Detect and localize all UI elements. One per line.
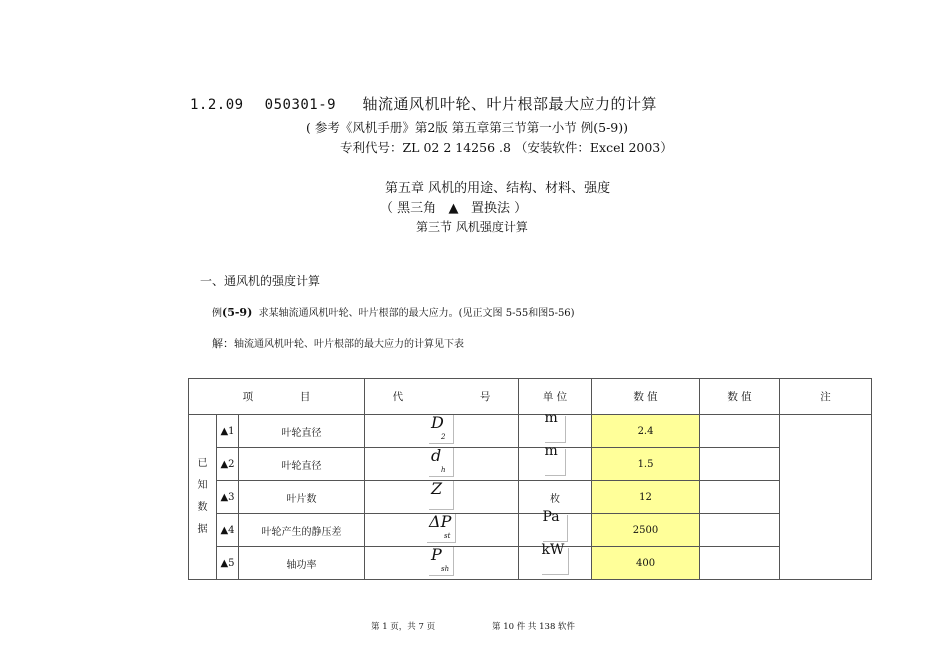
table-header-row	[189, 379, 872, 415]
row-unit: m	[519, 448, 592, 481]
row-value-2[interactable]	[700, 448, 780, 481]
example-line	[212, 304, 575, 319]
black-triangle-icon: ▲	[448, 201, 459, 216]
software-counter: 第 10 件 共 138 软件	[492, 622, 576, 632]
row-value[interactable]: 400	[592, 547, 700, 580]
doc-title-text: 轴流通风机叶轮、叶片根部最大应力的计算	[362, 95, 657, 113]
document-title	[190, 93, 657, 114]
row-mark: ▲1	[217, 415, 239, 448]
table-row	[189, 415, 872, 448]
solution-label: 解：	[212, 337, 234, 350]
doc-number: 1.2.09	[190, 97, 244, 113]
patent-line: 专利代号：ZL 02 2 14256 .8 （安装软件：Excel 2003）	[340, 140, 673, 155]
row-symbol: D 2	[365, 415, 519, 448]
row-value-2[interactable]	[700, 514, 780, 547]
heading-strength: 一、通风机的强度计算	[200, 274, 321, 288]
method-line	[380, 197, 527, 216]
chapter-title: 第五章 风机的用途、结构、材料、强度	[385, 181, 611, 196]
table-row	[189, 514, 872, 547]
row-name: 叶轮直径	[239, 415, 365, 448]
row-unit: kW	[519, 547, 592, 580]
page-counter: 第 1 页，共 7 页	[371, 622, 436, 632]
row-value[interactable]: 2.4	[592, 415, 700, 448]
row-value[interactable]: 2500	[592, 514, 700, 547]
row-value[interactable]: 12	[592, 481, 700, 514]
header-value-2: 数 值	[700, 379, 780, 415]
table-row	[189, 481, 872, 514]
method-close: 置换法 ）	[470, 201, 528, 216]
header-unit: 单 位	[519, 379, 592, 415]
header-item: 项 目	[189, 379, 365, 415]
known-data-label: 已 知 数 据	[189, 415, 217, 580]
solution-text: 轴流通风机叶轮、叶片根部的最大应力的计算见下表	[234, 339, 464, 350]
note-cell[interactable]	[780, 415, 872, 580]
row-name: 叶轮产生的静压差	[239, 514, 365, 547]
row-value-2[interactable]	[700, 415, 780, 448]
row-unit: Pa	[519, 514, 592, 547]
row-symbol: Z	[365, 481, 519, 514]
example-number: (5-9)	[222, 306, 253, 319]
row-symbol: ΔP st	[365, 514, 519, 547]
row-value-2[interactable]	[700, 547, 780, 580]
calculation-table	[188, 378, 872, 580]
header-code: 代 号	[365, 379, 519, 415]
row-unit: 枚	[519, 481, 592, 514]
row-name: 轴功率	[239, 547, 365, 580]
row-mark: ▲3	[217, 481, 239, 514]
row-mark: ▲2	[217, 448, 239, 481]
row-value[interactable]: 1.5	[592, 448, 700, 481]
row-value-2[interactable]	[700, 481, 780, 514]
section-title: 第三节 风机强度计算	[416, 220, 528, 234]
row-mark: ▲5	[217, 547, 239, 580]
example-text: 求某轴流通风机叶轮、叶片根部的最大应力。(见正文图 5-55和图5-56)	[258, 308, 575, 319]
row-name: 叶片数	[239, 481, 365, 514]
method-open: （ 黑三角	[380, 201, 437, 216]
row-symbol: d h	[365, 448, 519, 481]
row-unit: m	[519, 415, 592, 448]
doc-code: 050301-9	[264, 97, 337, 113]
row-name: 叶轮直径	[239, 448, 365, 481]
row-mark: ▲4	[217, 514, 239, 547]
reference-line: ( 参考《风机手册》第2版 第五章第三节第一小节 例(5-9))	[306, 120, 629, 135]
row-symbol: P sh	[365, 547, 519, 580]
header-note: 注	[780, 379, 872, 415]
table-row	[189, 547, 872, 580]
solution-line	[212, 335, 464, 351]
example-label: 例	[212, 308, 222, 319]
table-row	[189, 448, 872, 481]
header-value: 数 值	[592, 379, 700, 415]
